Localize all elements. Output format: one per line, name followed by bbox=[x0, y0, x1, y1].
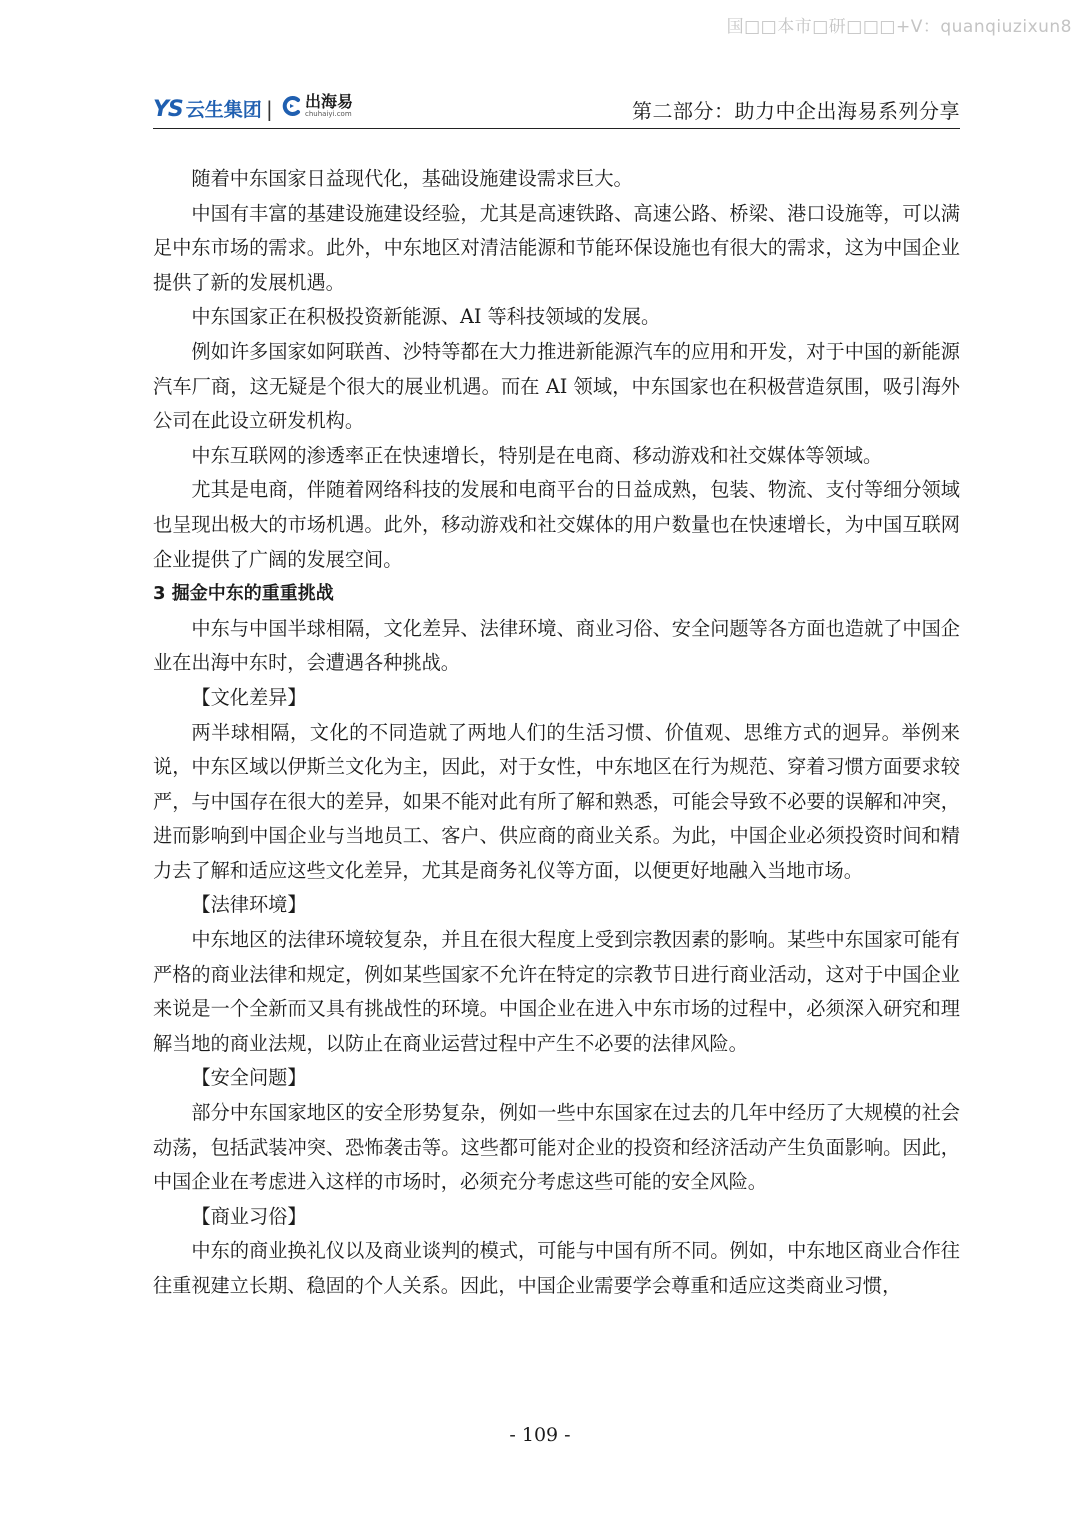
page-header bbox=[153, 92, 960, 129]
document-body bbox=[153, 162, 960, 1304]
watermark-text: 国□□本市□研□□□+V：quanqiuzixun8 bbox=[726, 17, 1072, 37]
subheading-business-customs: 【商业习俗】 bbox=[191, 1204, 307, 1228]
subheading-law: 【法律环境】 bbox=[191, 893, 307, 917]
chuhaiyi-logo bbox=[281, 94, 353, 118]
header-section-title: 第二部分：助力中企出海易系列分享 bbox=[632, 99, 960, 123]
ys-logo-name: 云生集团 bbox=[185, 99, 262, 121]
paragraph-ecommerce: 尤其是电商，伴随着网络科技的发展和电商平台的日益成熟，包装、物流、支付等细分领域也呈现出极大的市场机遇。此外，移动游戏和社交媒体的用户数量也在快速增长，为中国互联网企业提供了广阔的发展空间。 bbox=[153, 478, 960, 571]
yunsheng-group-logo bbox=[153, 95, 262, 122]
page-number: - 109 - bbox=[509, 1424, 571, 1446]
paragraph-new-energy: 例如许多国家如阿联酋、沙特等都在大力推进新能源汽车的应用和开发，对于中国的新能源汽车厂商，这无疑是个很大的展业机遇。而在 AI 领域，中东国家也在积极营造氛围，吸引海外公司在此设立研发机构。 bbox=[153, 339, 960, 433]
chuhaiyi-logo-url: chuhaiyi.com bbox=[305, 110, 352, 118]
subheading-security: 【安全问题】 bbox=[191, 1066, 307, 1090]
ys-logo-mark: YS bbox=[153, 97, 183, 122]
paragraph-infrastructure: 随着中东国家日益现代化，基础设施建设需求巨大。 bbox=[191, 167, 633, 190]
logo-separator: | bbox=[266, 97, 273, 121]
paragraph-law: 中东地区的法律环境较复杂，并且在很大程度上受到宗教因素的影响。某些中东国家可能有严格的商业法律和规定，例如某些国家不允许在特定的宗教节日进行商业活动，这对于中国企业来说是一个全新而又具有挑战性的环境。中国企业在进入中东市场的过程中，必须深入研究和理解当地的商业法规，以防止在商业运营过程中产生不必要的法律风险。 bbox=[153, 928, 960, 1055]
paragraph-construction-experience: 中国有丰富的基建设施建设经验，尤其是高速铁路、高速公路、桥梁、港口设施等，可以满足中东市场的需求。此外，中东地区对清洁能源和节能环保设施也有很大的需求，这为中国企业提供了新的发展机遇。 bbox=[153, 201, 960, 294]
paragraph-challenges-intro: 中东与中国半球相隔，文化差异、法律环境、商业习俗、安全问题等各方面也造就了中国企业在出海中东时，会遭遇各种挑战。 bbox=[153, 616, 960, 675]
chuhaiyi-logo-name: 出海易 bbox=[305, 92, 354, 111]
paragraph-security: 部分中东国家地区的安全形势复杂，例如一些中东国家在过去的几年中经历了大规模的社会动荡，包括武装冲突、恐怖袭击等。这些都可能对企业的投资和经济活动产生负面影响。因此，中国企业在考虑进入这样的市场时，必须充分考虑这些可能的安全风险。 bbox=[153, 1101, 960, 1194]
paragraph-culture: 两半球相隔，文化的不同造就了两地人们的生活习惯、价值观、思维方式的迥异。举例来说，中东区域以伊斯兰文化为主，因此，对于女性，中东地区在行为规范、穿着习惯方面要求较严，与中国存在很大的差异，如果不能对此有所了解和熟悉，可能会导致不必要的误解和冲突，进而影响到中国企业与当地员工、客户、供应商的商业关系。为此，中国企业必须投资时间和精力去了解和适应这些文化差异，尤其是商务礼仪等方面，以便更好地融入当地市场。 bbox=[153, 720, 960, 882]
section-heading: 3 掘金中东的重重挑战 bbox=[153, 583, 334, 605]
paragraph-internet-growth: 中东互联网的渗透率正在快速增长，特别是在电商、移动游戏和社交媒体等领域。 bbox=[191, 443, 883, 467]
subheading-culture: 【文化差异】 bbox=[191, 685, 307, 709]
chuhaiyi-c-icon bbox=[281, 95, 303, 117]
paragraph-tech-investment: 中东国家正在积极投资新能源、AI 等科技领域的发展。 bbox=[191, 305, 661, 329]
paragraph-business-customs: 中东的商业换礼仪以及商业谈判的模式，可能与中国有所不同。例如，中东地区商业合作往往重视建立长期、稳固的个人关系。因此，中国企业需要学会尊重和适应这类商业习惯， bbox=[153, 1239, 960, 1297]
